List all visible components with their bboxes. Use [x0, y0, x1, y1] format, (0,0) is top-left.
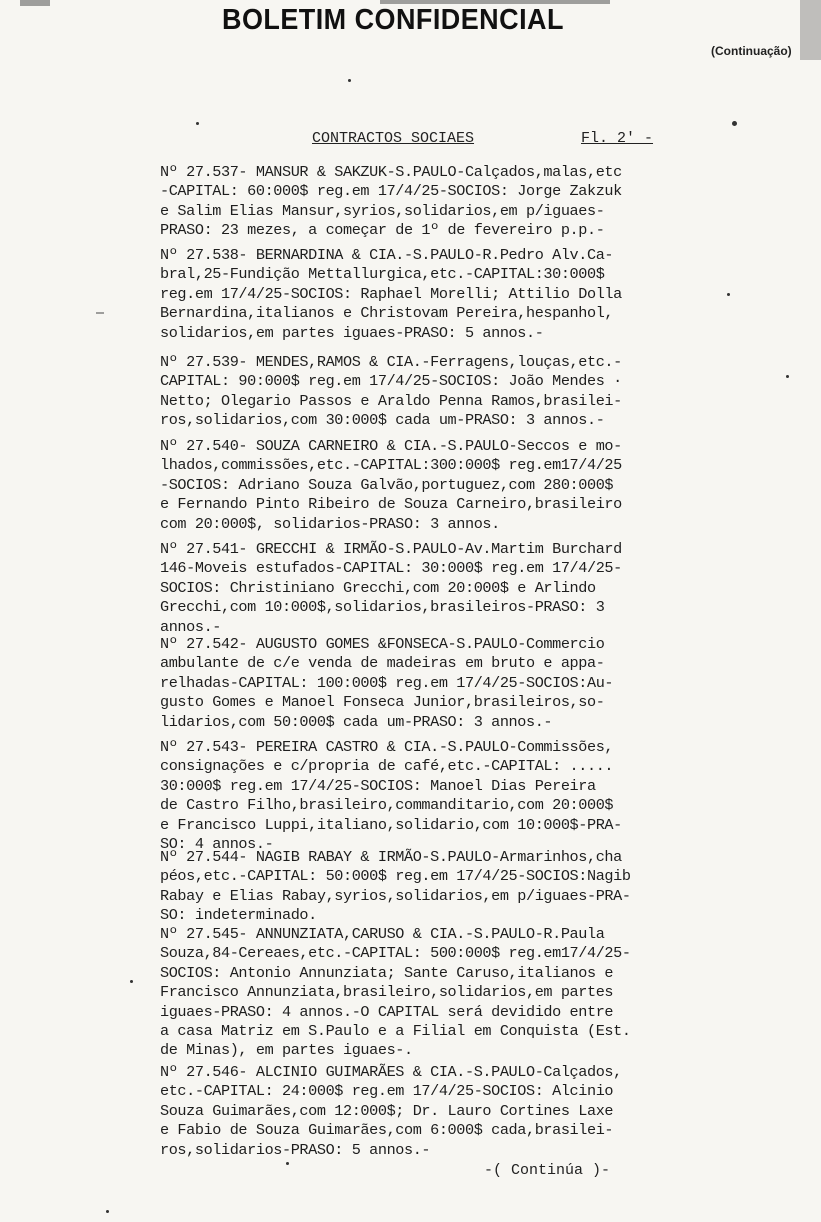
entry-line: de Castro Filho,brasileiro,commanditario,com 20:000$	[160, 796, 614, 815]
scan-speck	[727, 293, 730, 296]
entry-line: ros,solidarios,com 30:000$ cada um-PRASO: 3 annos.-	[160, 411, 605, 430]
entry-line: SO: 4 annos.-	[160, 835, 274, 854]
contract-entry	[160, 635, 613, 732]
entry-line: Nº 27.540- SOUZA CARNEIRO & CIA.-S.PAULO-Seccos e mo-	[160, 437, 622, 455]
entry-line: relhadas-CAPITAL: 100:000$ reg.em 17/4/25-SOCIOS:Au-	[160, 673, 614, 692]
section-title: CONTRACTOS SOCIAES	[312, 130, 475, 147]
entry-line: 146-Moveis estufados-CAPITAL: 30:000$ reg.em 17/4/25-	[160, 559, 622, 578]
contract-entry	[160, 925, 631, 1061]
contract-entry	[160, 437, 622, 534]
entry-line: com 20:000$, solidarios-PRASO: 3 annos.	[160, 514, 500, 533]
entry-line: Nº 27.545- ANNUNZIATA,CARUSO & CIA.-S.PAULO-R.Paula	[160, 925, 605, 943]
entry-line: Bernardina,italianos e Christovam Pereira,hespanhol,	[160, 304, 614, 323]
continuation-label: (Continuação)	[711, 44, 792, 58]
contract-entry	[160, 540, 622, 637]
scan-speck	[286, 1162, 289, 1165]
scan-smudge	[800, 0, 821, 60]
scan-speck	[106, 1210, 109, 1213]
entry-line: e Fernando Pinto Ribeiro de Souza Carneiro,brasileiro	[160, 495, 622, 514]
contract-entry	[160, 738, 622, 854]
scan-speck	[130, 980, 133, 983]
entry-line: Rabay e Elias Rabay,syrios,solidarios,em p/iguaes-PRA-	[160, 886, 631, 905]
entry-line: Francisco Annunziata,brasileiro,solidarios,em partes	[160, 983, 614, 1002]
entry-line: Nº 27.543- PEREIRA CASTRO & CIA.-S.PAULO-Commissões,	[160, 738, 614, 756]
entry-line: PRASO: 23 mezes, a começar de 1º de fevereiro p.p.-	[160, 221, 605, 240]
entry-line: Souza,84-Cereaes,etc.-CAPITAL: 500:000$ reg.em17/4/25-	[160, 944, 631, 963]
scan-speck	[196, 122, 199, 125]
entry-line: SO: indeterminado.	[160, 906, 317, 925]
entry-line: Souza Guimarães,com 12:000$; Dr. Lauro Cortines Laxe	[160, 1101, 614, 1120]
scan-smudge	[96, 312, 104, 314]
entry-line: Nº 27.542- AUGUSTO GOMES &FONSECA-S.PAULO-Commercio	[160, 635, 605, 653]
entry-line: e Fabio de Souza Guimarães,com 6:000$ cada,brasilei-	[160, 1121, 614, 1140]
entry-line: ros,solidarios-PRASO: 5 annos.-	[160, 1140, 431, 1159]
scan-speck	[732, 121, 737, 126]
entry-line: etc.-CAPITAL: 24:000$ reg.em 17/4/25-SOCIOS: Alcinio	[160, 1082, 614, 1101]
entry-line: Nº 27.539- MENDES,RAMOS & CIA.-Ferragens,louças,etc.-	[160, 353, 622, 371]
entry-line: e Francisco Luppi,italiano,solidario,com 10:000$-PRA-	[160, 815, 622, 834]
scan-speck	[348, 79, 351, 82]
entry-line: consignações e c/propria de café,etc.-CAPITAL: .....	[160, 757, 614, 776]
continues-note: -( Continúa )-	[484, 1162, 611, 1179]
entry-line: Nº 27.546- ALCINIO GUIMARÃES & CIA.-S.PAULO-Calçados,	[160, 1063, 622, 1081]
entry-line: Nº 27.537- MANSUR & SAKZUK-S.PAULO-Calçados,malas,etc	[160, 163, 622, 181]
entry-line: gusto Gomes e Manoel Fonseca Junior,brasileiros,so-	[160, 693, 605, 712]
entry-line: reg.em 17/4/25-SOCIOS: Raphael Morelli; Attilio Dolla	[160, 284, 622, 303]
contract-entry	[160, 353, 622, 431]
entry-line: Nº 27.538- BERNARDINA & CIA.-S.PAULO-R.Pedro Alv.Ca-	[160, 246, 614, 264]
entry-line: Netto; Olegario Passos e Araldo Penna Ramos,brasilei-	[160, 391, 622, 410]
contract-entry	[160, 246, 622, 343]
bulletin-title: BOLETIM CONFIDENCIAL	[222, 4, 564, 36]
entry-line: lidarios,com 50:000$ cada um-PRASO: 3 annos.-	[160, 712, 553, 731]
entry-line: annos.-	[160, 617, 221, 636]
scan-speck	[786, 375, 789, 378]
entry-line: iguaes-PRASO: 4 annos.-O CAPITAL será devidido entre	[160, 1002, 614, 1021]
entry-line: péos,etc.-CAPITAL: 50:000$ reg.em 17/4/25-SOCIOS:Nagib	[160, 867, 631, 886]
entry-line: a casa Matriz em S.Paulo e a Filial em Conquista (Est.	[160, 1022, 631, 1041]
scan-smudge	[380, 0, 610, 4]
entry-line: -CAPITAL: 60:000$ reg.em 17/4/25-SOCIOS: Jorge Zakzuk	[160, 182, 622, 201]
entry-line: de Minas), em partes iguaes-.	[160, 1041, 413, 1060]
entry-line: lhados,commissões,etc.-CAPITAL:300:000$ reg.em17/4/25	[160, 456, 622, 475]
entry-line: SOCIOS: Antonio Annunziata; Sante Caruso,italianos e	[160, 963, 614, 982]
entry-line: SOCIOS: Christiniano Grecchi,com 20:000$ e Arlindo	[160, 578, 596, 597]
entry-line: solidarios,em partes iguaes-PRASO: 5 annos.-	[160, 323, 544, 342]
entry-line: CAPITAL: 90:000$ reg.em 17/4/25-SOCIOS: João Mendes ·	[160, 372, 622, 391]
folio-number: Fl. 2' -	[581, 130, 654, 147]
entry-line: e Salim Elias Mansur,syrios,solidarios,em p/iguaes-	[160, 201, 605, 220]
entry-line: Nº 27.544- NAGIB RABAY & IRMÃO-S.PAULO-Armarinhos,cha	[160, 848, 622, 866]
contract-entry	[160, 848, 631, 926]
entry-line: bral,25-Fundição Mettallurgica,etc.-CAPITAL:30:000$	[160, 265, 605, 284]
entry-line: ambulante de c/e venda de madeiras em bruto e appa-	[160, 654, 605, 673]
contract-entry	[160, 1063, 622, 1160]
entry-line: Nº 27.541- GRECCHI & IRMÃO-S.PAULO-Av.Martim Burchard	[160, 540, 622, 558]
contract-entry	[160, 163, 622, 241]
entry-line: -SOCIOS: Adriano Souza Galvão,portuguez,com 280:000$	[160, 475, 614, 494]
scan-smudge	[20, 0, 50, 6]
entry-line: 30:000$ reg.em 17/4/25-SOCIOS: Manoel Dias Pereira	[160, 776, 596, 795]
entry-line: Grecchi,com 10:000$,solidarios,brasileiros-PRASO: 3	[160, 598, 605, 617]
